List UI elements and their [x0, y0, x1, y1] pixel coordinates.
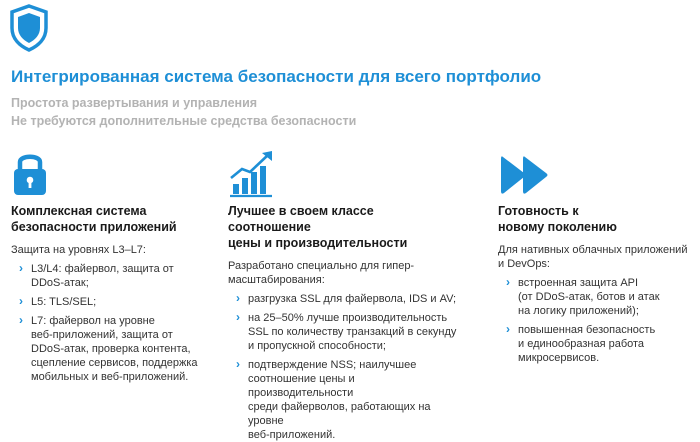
column-heading: Готовность к новому поколению	[498, 204, 617, 234]
bullet-list	[19, 262, 221, 384]
shield-icon	[10, 4, 48, 52]
bar-chart-growth-icon	[228, 150, 278, 198]
list-item: › разгрузка SSL для файервола, IDS и AV;	[236, 292, 458, 306]
list-item: › встроенная защита API (от DDoS-атак, ботов и атак на логику приложений);	[506, 276, 698, 318]
bullet-list	[236, 292, 458, 442]
list-item: › L5: TLS/SEL;	[19, 295, 221, 309]
column-intro: Разработано специально для гипер- масштабирования:	[228, 260, 415, 286]
column-price-performance	[228, 150, 458, 442]
page-title: Интегрированная система безопасности для всего портфолио	[11, 67, 542, 86]
column-app-security	[11, 150, 221, 384]
column-heading: Комплексная система безопасности приложений	[11, 204, 177, 234]
subtitle-no-tools: Не требуются дополнительные средства безопасности	[11, 114, 357, 128]
fast-forward-icon	[499, 153, 551, 197]
column-intro: Для нативных облачных приложений и DevOps:	[498, 244, 688, 270]
lock-icon	[12, 150, 48, 196]
subtitle-deploy: Простота развертывания и управления	[11, 96, 258, 110]
list-item: › на 25–50% лучше производительность SSL по количеству транзакций в секунду и пропускной способности;	[236, 311, 458, 353]
column-heading: Лучшее в своем классе соотношение цены и производительности	[228, 204, 408, 250]
list-item: › L3/L4: файервол, защита от DDoS-атак;	[19, 262, 221, 290]
column-next-gen	[498, 150, 698, 365]
column-intro: Защита на уровнях L3–L7:	[11, 244, 146, 256]
list-item: › подтверждение NSS; наилучшее соотношение цены и производительности среди файерволов, работающих на уровне веб-приложений.	[236, 358, 458, 442]
list-item: › повышенная безопасность и единообразная работа микросервисов.	[506, 323, 698, 365]
bullet-list	[506, 276, 698, 365]
list-item: › L7: файервол на уровне веб-приложений, защита от DDoS-атак, проверка контента, сцепление сервисов, поддержка мобильных и веб-приложений.	[19, 314, 221, 384]
